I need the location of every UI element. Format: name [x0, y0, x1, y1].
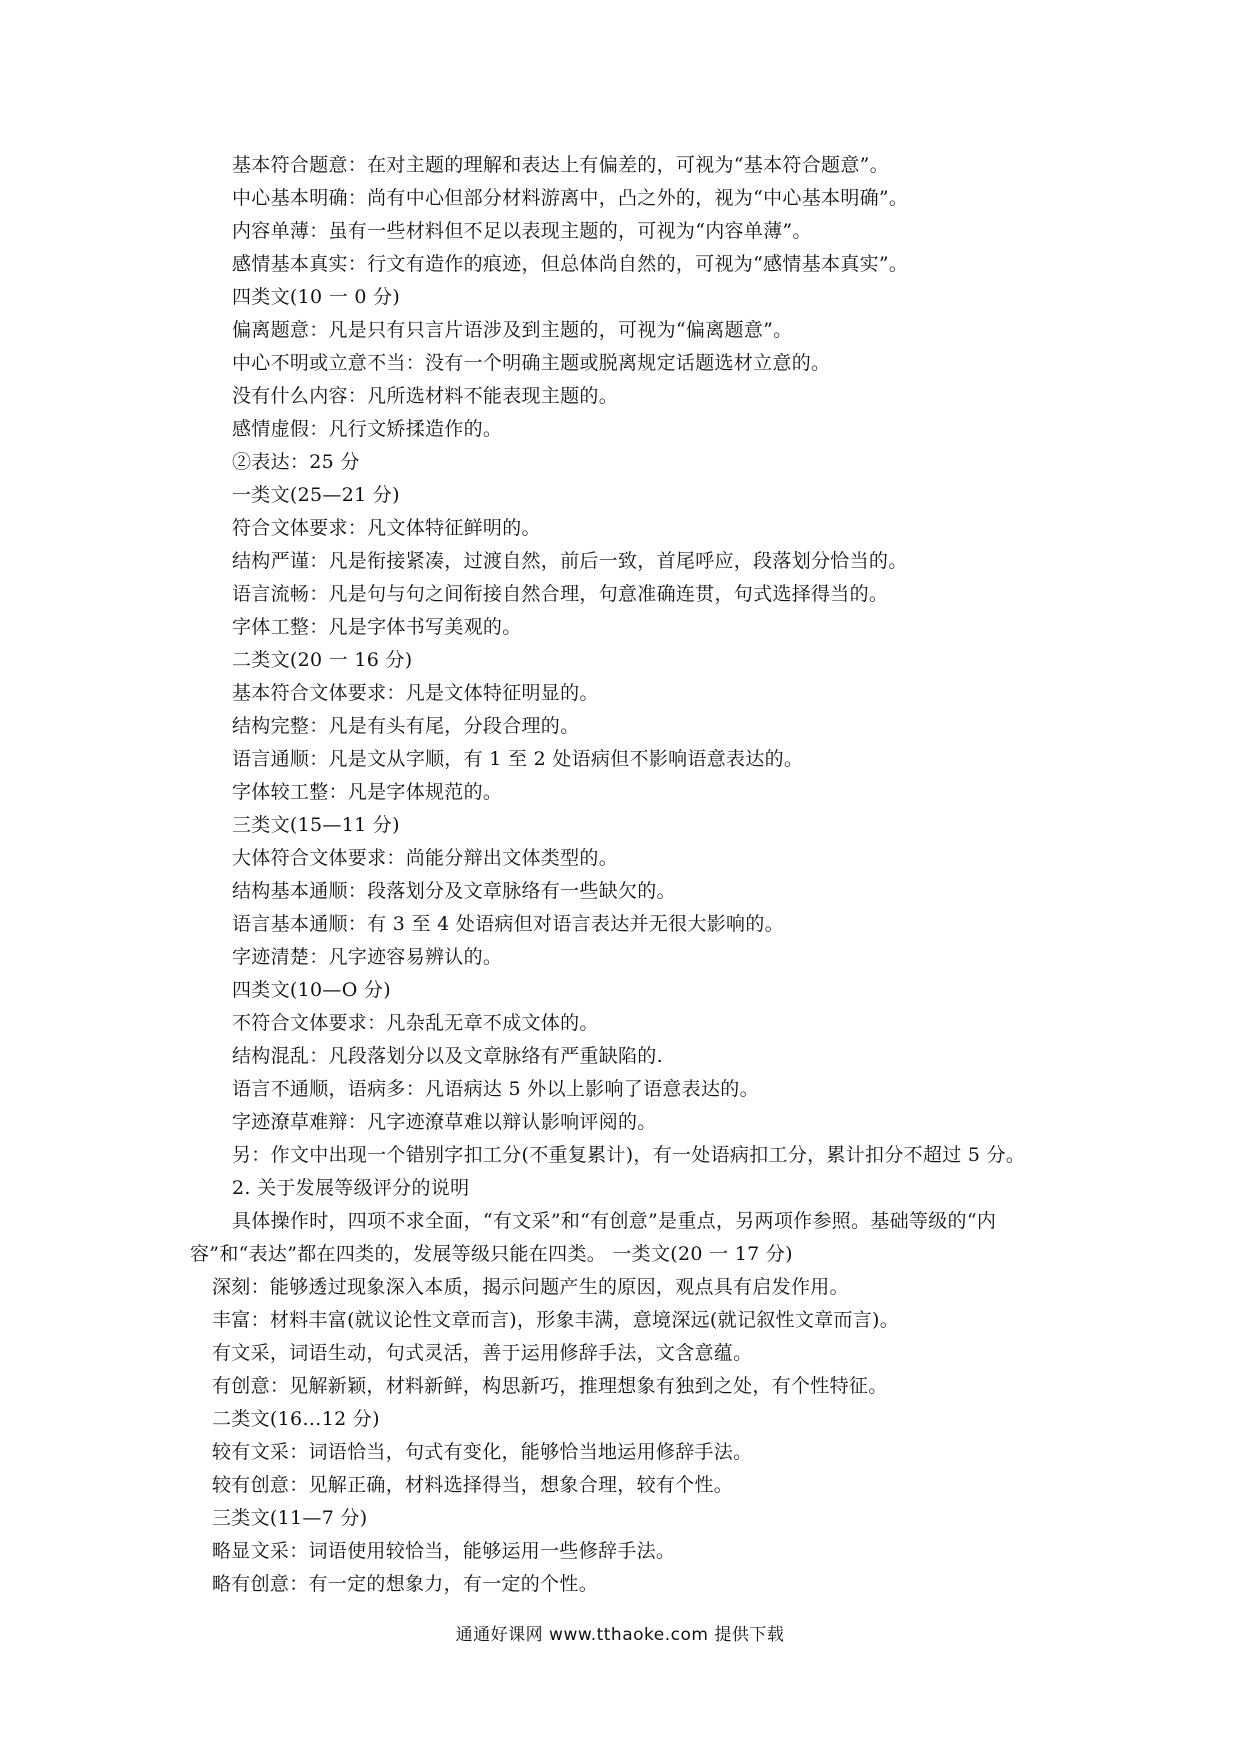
text-line: 语言通顺：凡是文从字顺，有 1 至 2 处语病但不影响语意表达的。 — [232, 748, 804, 770]
section-heading: 四类文(10—O 分) — [232, 979, 391, 1001]
text-line: 略有创意：有一定的想象力，有一定的个性。 — [212, 1573, 599, 1595]
section-heading: ②表达：25 分 — [232, 451, 360, 473]
text-line: 基本符合文体要求：凡是文体特征明显的。 — [232, 682, 599, 704]
text-line: 中心基本明确：尚有中心但部分材料游离中，凸之外的，视为“中心基本明确”。 — [232, 187, 909, 209]
text-line: 较有文采：词语恰当，句式有变化，能够恰当地运用修辞手法。 — [212, 1441, 753, 1463]
text-line: 字迹清楚：凡字迹容易辨认的。 — [232, 946, 503, 968]
text-line: 语言基本通顺：有 3 至 4 处语病但对语言表达并无很大影响的。 — [232, 913, 784, 935]
text-line: 符合文体要求：凡文体特征鲜明的。 — [232, 517, 541, 539]
text-line: 较有创意：见解正确，材料选择得当，想象合理，较有个性。 — [212, 1474, 734, 1496]
text-line: 感情虚假：凡行文矫揉造作的。 — [232, 418, 503, 440]
text-line: 字体较工整：凡是字体规范的。 — [232, 781, 503, 803]
section-heading: 四类文(10 一 0 分) — [232, 286, 401, 308]
text-line: 结构混乱：凡段落划分以及文章脉络有严重缺陷的. — [232, 1045, 663, 1067]
text-line: 略显文采：词语使用较恰当，能够运用一些修辞手法。 — [212, 1540, 676, 1562]
text-line: 字迹潦草难辩：凡字迹潦草难以辩认影响评阅的。 — [232, 1111, 657, 1133]
text-line: 结构完整：凡是有头有尾，分段合理的。 — [232, 715, 580, 737]
text-line: 具体操作时，四项不求全面，“有文采”和“有创意”是重点，另两项作参照。基础等级的“内 — [232, 1210, 997, 1232]
text-line: 没有什么内容：凡所选材料不能表现主题的。 — [232, 385, 619, 407]
text-line: 基本符合题意：在对主题的理解和表达上有偏差的，可视为“基本符合题意”。 — [232, 154, 889, 176]
text-line: 深刻：能够透过现象深入本质，揭示问题产生的原因，观点具有启发作用。 — [212, 1276, 849, 1298]
text-line: 有文采，词语生动，句式灵活，善于运用修辞手法，文含意蕴。 — [212, 1342, 753, 1364]
text-line: 结构严谨：凡是衔接紧凑，过渡自然，前后一致，首尾呼应，段落划分恰当的。 — [232, 550, 908, 572]
text-line: 感情基本真实：行文有造作的痕迹，但总体尚自然的，可视为“感情基本真实”。 — [232, 253, 909, 275]
text-line: 语言流畅：凡是句与句之间衔接自然合理，句意准确连贯，句式选择得当的。 — [232, 583, 889, 605]
section-heading: 2. 关于发展等级评分的说明 — [232, 1177, 470, 1199]
text-line: 语言不通顺，语病多：凡语病达 5 外以上影响了语意表达的。 — [232, 1078, 759, 1100]
section-heading: 二类文(20 一 16 分) — [232, 649, 413, 671]
page-footer: 通通好课网 www.tthaoke.com 提供下载 — [455, 1625, 785, 1645]
text-line: 丰富：材料丰富(就议论性文章而言)，形象丰满，意境深远(就记叙性文章而言)。 — [212, 1309, 900, 1331]
text-line: 容”和“表达”都在四类的，发展等级只能在四类。 一类文(20 一 17 分) — [190, 1243, 793, 1265]
text-line: 大体符合文体要求：尚能分辩出文体类型的。 — [232, 847, 619, 869]
text-line: 中心不明或立意不当：没有一个明确主题或脱离规定话题选材立意的。 — [232, 352, 831, 374]
text-line: 另：作文中出现一个错别字扣工分(不重复累计)，有一处语病扣工分，累计扣分不超过 5 分。 — [232, 1144, 1026, 1166]
text-line: 内容单薄：虽有一些材料但不足以表现主题的，可视为“内容单薄”。 — [232, 220, 812, 242]
section-heading: 三类文(15—11 分) — [232, 814, 400, 836]
text-line: 字体工整：凡是字体书写美观的。 — [232, 616, 522, 638]
text-line: 有创意：见解新颖，材料新鲜，构思新巧，推理想象有独到之处，有个性特征。 — [212, 1375, 888, 1397]
text-line: 偏离题意：凡是只有只言片语涉及到主题的，可视为“偏离题意”。 — [232, 319, 793, 341]
section-heading: 一类文(25—21 分) — [232, 484, 400, 506]
section-heading: 二类文(16…12 分) — [212, 1408, 380, 1430]
section-heading: 三类文(11—7 分) — [212, 1507, 368, 1529]
text-line: 不符合文体要求：凡杂乱无章不成文体的。 — [232, 1012, 599, 1034]
text-line: 结构基本通顺：段落划分及文章脉络有一些缺欠的。 — [232, 880, 676, 902]
